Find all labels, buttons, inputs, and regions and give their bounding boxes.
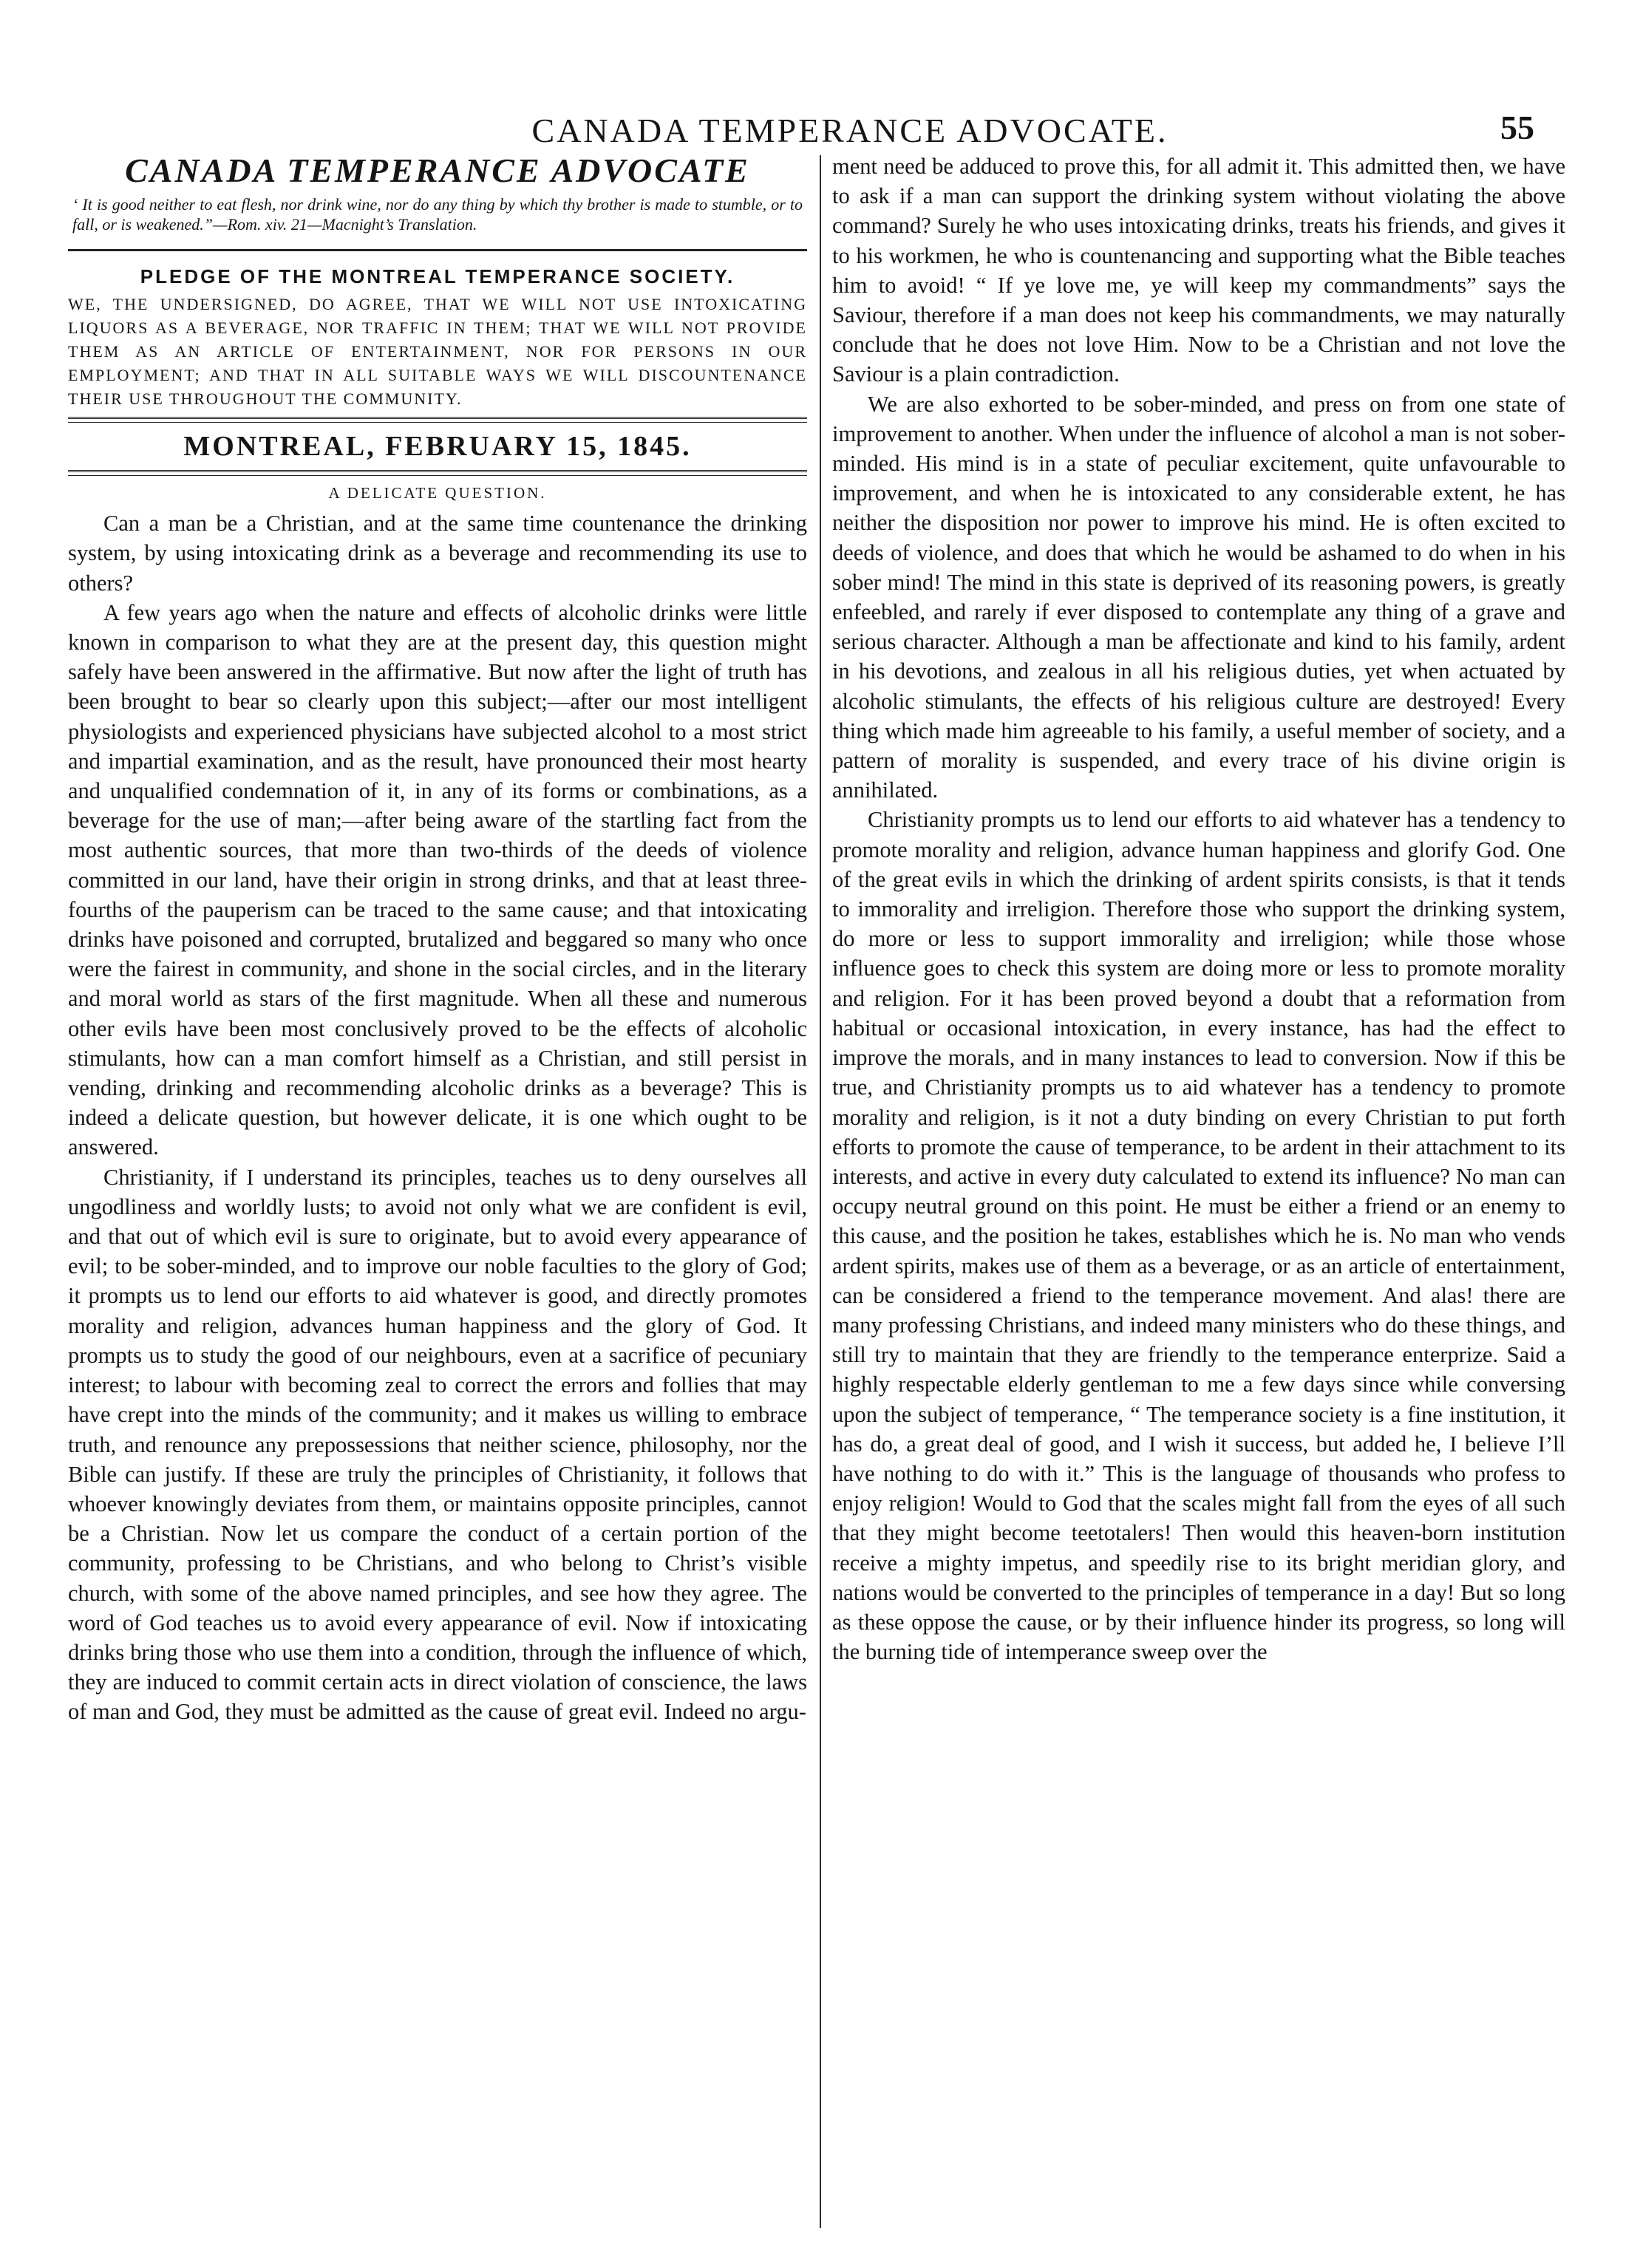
divider: [68, 470, 807, 476]
article-paragraph: Can a man be a Christian, and at the same time countenance the drinking system, by using intoxicating drink as a beverage and recommending its use to others?: [68, 511, 807, 596]
running-title: CANADA TEMPERANCE ADVOCATE.: [531, 112, 1169, 149]
divider: [68, 417, 807, 423]
left-column: [68, 151, 807, 1727]
divider: [68, 249, 807, 251]
column-divider: [820, 155, 821, 2228]
masthead-motto: ‘ It is good neither to eat flesh, nor drink wine, nor do any thing by which thy brother is made to stumble, or to fall, or is weakened.”—Rom. xiv. 21—Macnight’s Translation.: [72, 195, 803, 234]
page-number: 55: [1500, 109, 1534, 146]
article-paragraph: Christianity, if I understand its principles, teaches us to deny ourselves all ungodliness and worldly lusts; to avoid not only what we are confident is evil, and that out of which evil is sure to originate, but to avoid every appearance of evil; to be sober-minded, and to improve our noble faculties to the glory of God; it prompts us to lend our efforts to aid whatever is good, and directly promotes morality and religion, advances human happiness and the glory of God. It prompts us to study the good of our neighbours, even at a sacrifice of pecuniary interest; to labour with becoming zeal to correct the errors and follies that may have crept into the minds of the community; and it makes us willing to embrace truth, and renounce any prepossessions that neither science, philosophy, nor the Bible can justify. If these are truly the principles of Christianity, it follows that whoever knowingly deviates from them, or maintains opposite principles, cannot be a Christian. Now let us compare the conduct of a certain portion of the community, professing to be Christians, and who belong to Christ’s visible church, with some of the above named principles, and see how they agree. The word of God teaches us to avoid every appearance of evil. Now if intoxicating drinks bring those who use them into a condition, through the influence of which, they are induced to commit certain acts in direct violation of conscience, the laws of man and God, they must be admitted as the cause of great evil. Indeed no argu-: [68, 1164, 807, 1725]
article-title: A DELICATE QUESTION.: [328, 484, 547, 503]
dateline: MONTREAL, FEBRUARY 15, 1845.: [183, 431, 692, 463]
pledge-text: WE, THE UNDERSIGNED, DO AGREE, THAT WE WILL NOT USE INTOXICATING LIQUORS AS A BEVERAGE, NOR TRAFFIC IN THEM; THAT WE WILL NOT PROVIDE THEM AS AN ARTICLE OF ENTERTAINMENT, NOR FOR PERSONS IN OUR EMPLOYMENT; AND THAT IN ALL SUITABLE WAYS WE WILL DISCOUNTENANCE THEIR USE THROUGHOUT THE COMMUNITY.: [68, 295, 807, 409]
pledge-title: PLEDGE OF THE MONTREAL TEMPERANCE SOCIETY.: [140, 265, 735, 287]
article-paragraph: Christianity prompts us to lend our efforts to aid whatever has a tendency to promote morality and religion, advance human happiness and glorify God. One of the great evils in which the drinking of ardent spirits consists, is that it tends to immorality and irreligion. Therefore those who support the drinking system, do more or less to support immorality and irreligion; while those whose influence goes to check this system are doing more or less to promote morality and religion. For it has been proved beyond a doubt that a reformation from habitual or occasional intoxication, in every instance, has had the effect to improve the morals, and in many instances to lead to conversion. Now if this be true, and Christianity prompts us to aid whatever has a tendency to promote morality and religion, is it not a duty binding on every Christian to put forth efforts to promote the cause of temperance, to be ardent in their attachment to its interests, and active in every duty calculated to extend its influence? No man can occupy neutral ground on this point. He must be either a friend or an enemy to this cause, and the position he takes, establishes which he is. No man who vends ardent spirits, makes use of them as a beverage, or as an article of entertainment, can be considered a friend to the temperance movement. And alas! there are many professing Christians, and indeed many ministers who do these things, and still try to maintain that they are friendly to the temperance enterprize. Said a highly respectable elderly gentleman to me a few days since while conversing upon the subject of temperance, “ The temperance society is a fine institution, it has do, a great deal of good, and I wish it success, but added he, I believe I’ll have nothing to do with it.” This is the language of thousands who profess to enjoy religion! Would to God that the scales might fall from the eyes of all such that they might become teetotalers! Then would this heaven-born institution receive a mighty impetus, and speedily rise to its bright meridian glory, and nations would be converted to the principles of temperance in a day! But so long as these oppose the cause, or by their influence hinder its progress, so long will the burning tide of intemperance sweep over the: [832, 807, 1565, 1665]
right-column: [832, 151, 1565, 1666]
article-paragraph: We are also exhorted to be sober-minded, and press on from one state of improvement to another. When under the influence of alcohol a man is not sober-minded. His mind is in a state of peculiar excitement, quite unfavourable to improvement, and when he is intoxicated to any considerable extent, he has neither the disposition nor power to improve his mind. He is often excited to deeds of violence, and does that which he would be ashamed to do when in his sober mind! The mind in this state is deprived of its reasoning powers, is greatly enfeebled, and rarely if ever disposed to contemplate any thing of a grave and serious character. Although a man be affectionate and kind to his family, ardent in his devotions, and zealous in all his religious duties, yet when actuated by alcoholic stimulants, the effects of his religious culture are destroyed! Every thing which made him agreeable to his family, a useful member of society, and a pattern of morality is suspended, and every trace of his divine origin is annihilated.: [832, 391, 1565, 803]
article-paragraph: ment need be adduced to prove this, for all admit it. This admitted then, we have to ask if a man can support the drinking system without violating the above command? Surely he who uses intoxicating drinks, treats his friends, and gives it to his workmen, he who is countenancing and supporting what the Bible teaches him to avoid! “ If ye love me, ye will keep my commandments” says the Saviour, therefore if a man does not keep his commandments, we may naturally conclude that he does not love Him. Now to be a Christian and not love the Saviour is a plain contradiction.: [832, 154, 1565, 387]
article-paragraph: A few years ago when the nature and effects of alcoholic drinks were little known in comparison to what they are at the present day, this question might safely have been answered in the affirmative. But now after the light of truth has been brought to bear so clearly upon this subject;—after our most intelligent physiologists and experienced physicians have subjected alcohol to a most strict and impartial examination, and as the result, have pronounced their most hearty and unqualified condemnation of it, in any of its forms or combinations, as a beverage for the use of man;—after being aware of the startling fact from the most authentic sources, that more than two-thirds of the deeds of violence committed in our land, have their origin in strong drinks, and that at least three-fourths of the pauperism can be traced to the same cause; and that intoxicating drinks have poisoned and corrupted, brutalized and beggared so many who once were the fairest in community, and shone in the social circles, and in the literary and moral world as stars of the first magnitude. When all these and numerous other evils have been most conclusively proved to be the effects of alcoholic stimulants, how can a man comfort himself as a Christian, and still persist in vending, drinking and recommending alcoholic drinks as a beverage? This is indeed a delicate question, but however delicate, it is one which ought to be answered.: [68, 599, 807, 1160]
masthead-title: CANADA TEMPERANCE ADVOCATE: [125, 151, 750, 189]
